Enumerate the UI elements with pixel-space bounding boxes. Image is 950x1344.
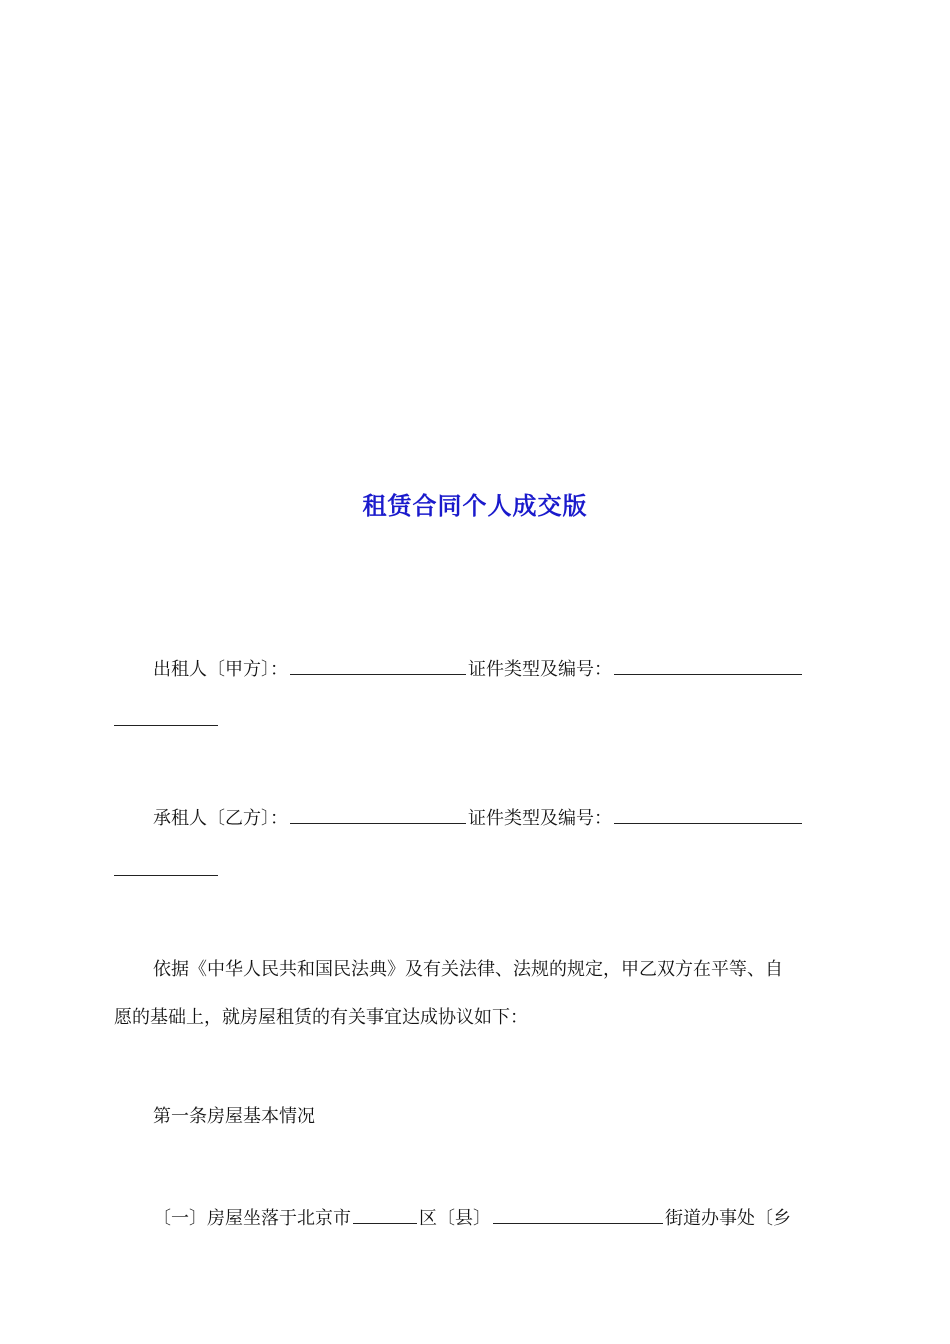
preamble-line-1: 依据《中华人民共和国民法典》及有关法律、法规的规定，甲乙双方在平等、自	[153, 959, 783, 980]
lessor-line	[153, 656, 804, 683]
lessor-name-blank	[290, 656, 466, 675]
district-blank	[353, 1205, 417, 1224]
street-blank	[493, 1205, 663, 1224]
preamble-line-2: 愿的基础上，就房屋租赁的有关事宜达成协议如下：	[114, 1007, 528, 1028]
lessor-label: 出租人〔甲方〕：	[153, 659, 288, 680]
lessor-id-blank-continued	[114, 725, 218, 726]
item-1-district: 区〔县〕	[419, 1208, 491, 1229]
document-title: 租赁合同个人成交版	[362, 491, 588, 520]
item-1-street: 街道办事处〔乡	[665, 1208, 791, 1229]
lessee-label: 承租人〔乙方〕：	[153, 808, 288, 829]
lessee-id-label: 证件类型及编号：	[468, 808, 612, 829]
article-1-item-1	[153, 1205, 791, 1232]
lessee-name-blank	[290, 805, 466, 824]
item-1-prefix: 〔一〕房屋坐落于北京市	[153, 1208, 351, 1229]
lessee-id-blank	[614, 805, 802, 824]
lessor-id-blank	[614, 656, 802, 675]
lessor-id-label: 证件类型及编号：	[468, 659, 612, 680]
lessee-line	[153, 805, 804, 832]
lessee-id-blank-continued	[114, 875, 218, 876]
article-1-heading: 第一条房屋基本情况	[153, 1106, 315, 1127]
